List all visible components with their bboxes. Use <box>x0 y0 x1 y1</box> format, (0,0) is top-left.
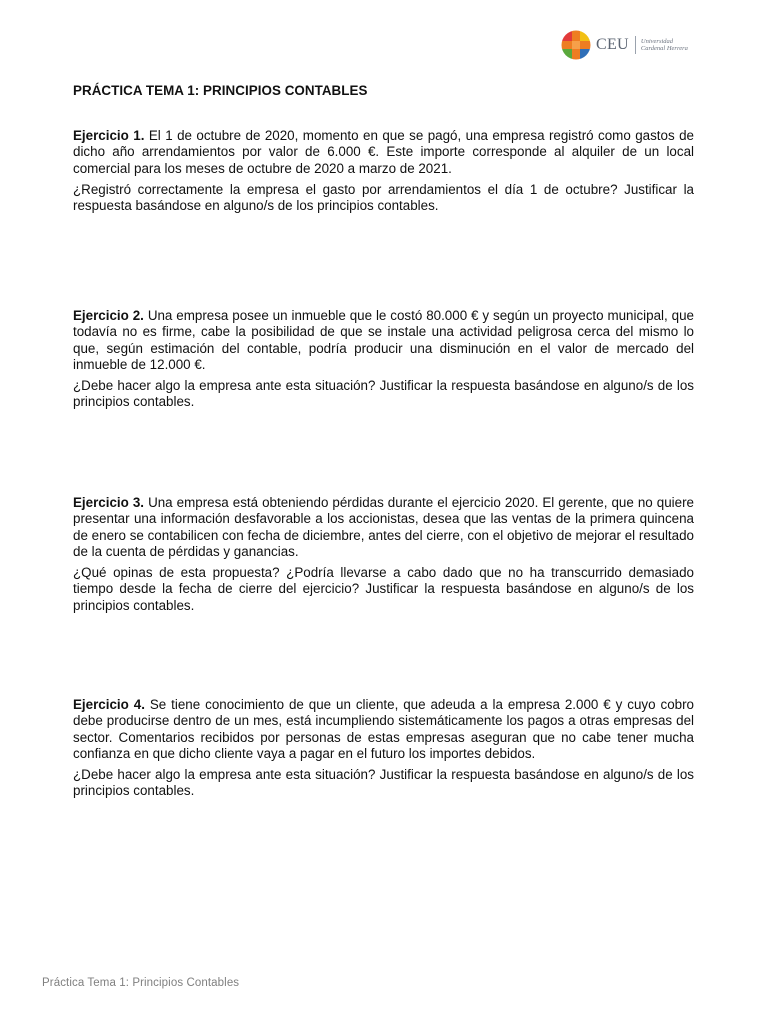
exercise-question: ¿Debe hacer algo la empresa ante esta situación? Justificar la respuesta basándose en alguno/s de los principios contables. <box>73 767 694 799</box>
exercise-label: Ejercicio 3. <box>73 495 145 510</box>
logo-university-name <box>641 38 688 52</box>
page-title: PRÁCTICA TEMA 1: PRINCIPIOS CONTABLES <box>73 83 368 98</box>
exercise-statement <box>73 495 694 560</box>
exercise-statement <box>73 697 694 762</box>
exercise-3 <box>73 495 694 614</box>
exercise-4 <box>73 697 694 800</box>
logo-university-line2: Cardenal Herrera <box>640 45 688 52</box>
exercise-1 <box>73 128 694 214</box>
logo-wordmark: CEU <box>596 36 629 53</box>
ceu-cross-icon <box>561 30 591 60</box>
university-logo <box>561 29 688 61</box>
logo-university-line1: Universidad <box>640 38 674 45</box>
page-footer: Práctica Tema 1: Principios Contables <box>42 977 240 989</box>
exercise-label: Ejercicio 1. <box>73 128 145 143</box>
exercise-statement-text: Una empresa posee un inmueble que le costó 80.000 € y según un proyecto municipal, que todavía no es firme, cabe la posibilidad de que se instale una actividad peligrosa cerca del mismo lo que, según estimación del contable, podría producir una disminución en el valor de mercado del inmueble de 12.000 €. <box>73 308 694 372</box>
exercise-question: ¿Debe hacer algo la empresa ante esta situación? Justificar la respuesta basándose en alguno/s de los principios contables. <box>73 378 694 410</box>
exercise-statement-text: Una empresa está obteniendo pérdidas durante el ejercicio 2020. El gerente, que no quiere presentar una información desfavorable a los accionistas, desea que las ventas de la primera quincena de enero se contabilicen con fecha de diciembre, antes del cierre, con el objetivo de mejorar el resultado de la cuenta de pérdidas y ganancias. <box>73 495 694 559</box>
exercise-label: Ejercicio 4. <box>73 697 145 712</box>
exercise-label: Ejercicio 2. <box>73 308 144 323</box>
exercise-question: ¿Registró correctamente la empresa el gasto por arrendamientos el día 1 de octubre? Justificar la respuesta basándose en alguno/s de los principios contables. <box>73 181 694 214</box>
exercise-statement <box>73 308 694 373</box>
exercise-statement-text: Se tiene conocimiento de que un cliente, que adeuda a la empresa 2.000 € y cuyo cobro debe producirse dentro de un mes, está incumpliendo sistemáticamente los pagos a otras empresas del sector. Comentarios recibidos por personas de estas empresas aseguran que no cabe tener mucha confianza en que dicho cliente vaya a pagar en el futuro los importes debidos. <box>73 697 694 761</box>
exercise-statement-text: El 1 de octubre de 2020, momento en que se pagó, una empresa registró como gastos de dicho año arrendamientos por valor de 6.000 €. Este importe corresponde al alquiler de un local comercial para los meses de octubre de 2020 a marzo de 2021. <box>73 128 694 176</box>
exercise-statement <box>73 128 694 177</box>
exercise-question: ¿Qué opinas de esta propuesta? ¿Podría llevarse a cabo dado que no ha transcurrido demasiado tiempo desde la fecha de cierre del ejercicio? Justificar la respuesta basándose en alguno/s de los principios contables. <box>73 565 694 613</box>
logo-divider <box>635 36 636 54</box>
exercise-2 <box>73 308 694 411</box>
